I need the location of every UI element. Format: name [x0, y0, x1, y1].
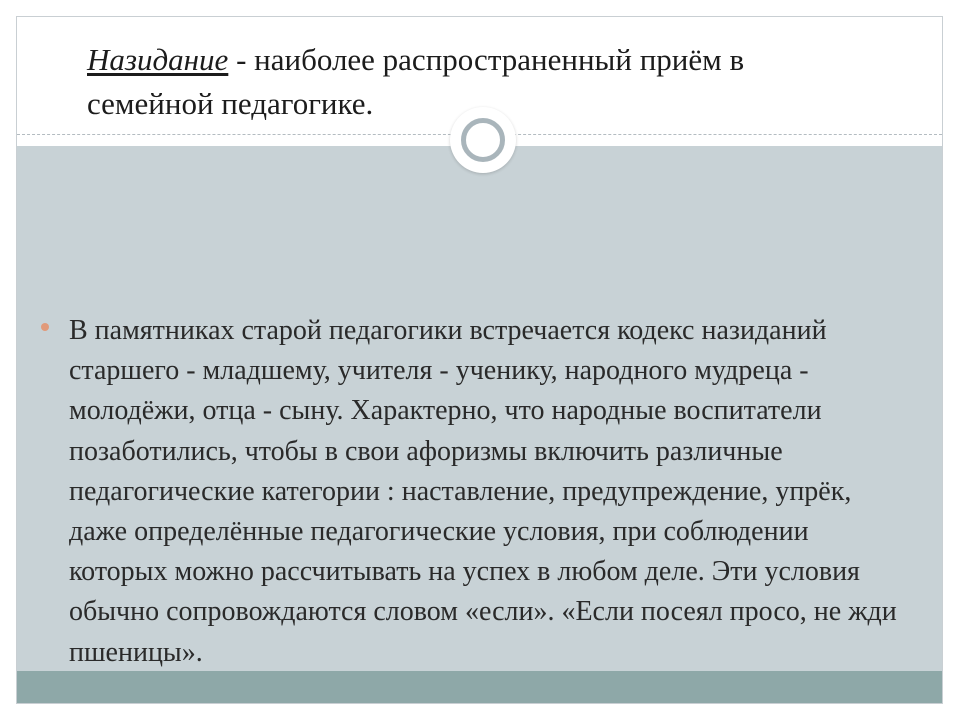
title-term: Назидание [87, 42, 229, 77]
slide-frame [16, 16, 943, 704]
bullet-text: В памятниках старой педагогики встречается кодекс назиданий старшего - младшему, учителя - ученику, народного мудреца - молодёжи, отца - сыну. Характерно, что народные воспитатели позаботились, чтобы в свои афоризмы включить различные педагогические категории : наставление, предупреждение, упрёк, даже определённые педагогические условия, при соблюдении которых можно рассчитывать на успех в любом деле. Эти условия обычно сопровождаются словом «если». «Если посеял просо, не жди пшеницы». [69, 315, 897, 668]
bullet-dot-icon [41, 323, 49, 331]
footer-band [17, 671, 942, 704]
ring-icon [450, 107, 516, 173]
title-description: - наиболее распространенный приём в семейной педагогике. [87, 42, 745, 121]
content-area [17, 146, 942, 671]
